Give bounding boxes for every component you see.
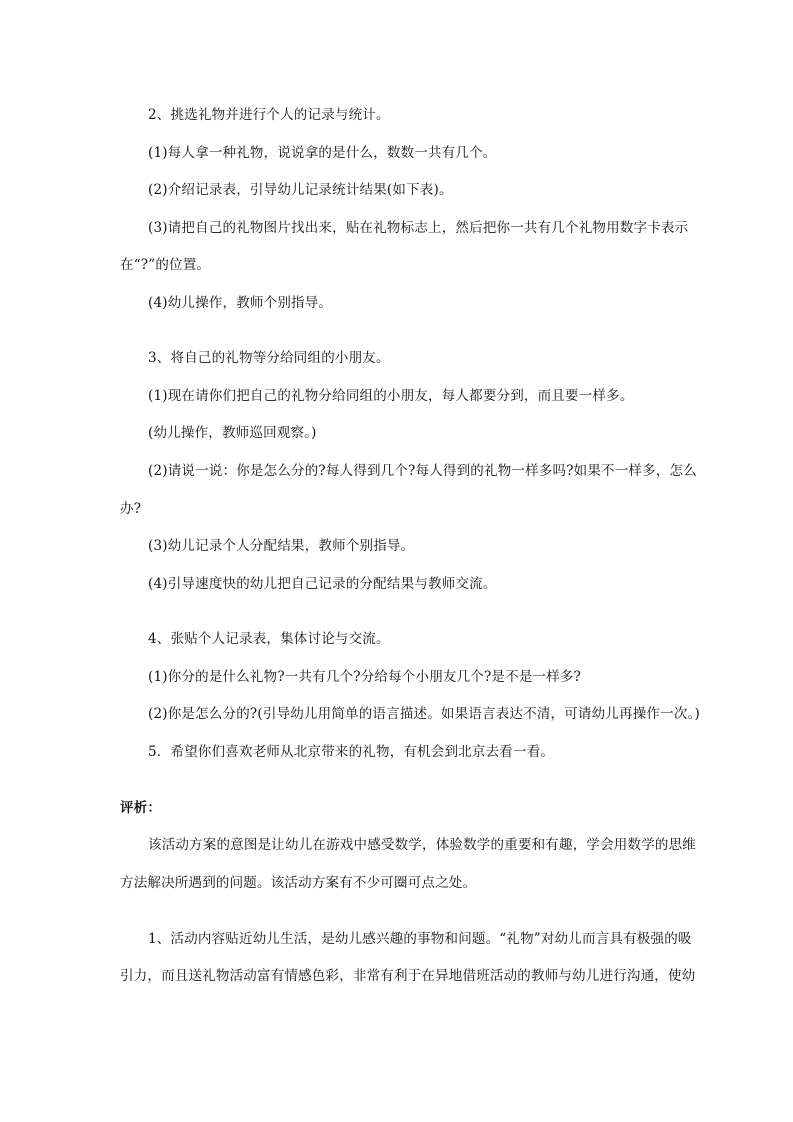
section-2-item-3-line-2: 在“?”的位置。	[120, 257, 211, 273]
section-4-item-1: (1)你分的是什么礼物?一共有几个?分给每个小朋友几个?是不是一样多?	[148, 669, 582, 685]
section-2-item-2: (2)介绍记录表，引导幼儿记录统计结果(如下表)。	[148, 182, 453, 198]
analysis-paragraph-2-line-1: 1、活动内容贴近幼儿生活，是幼儿感兴趣的事物和问题。“礼物”对幼儿而言具有极强的吸	[148, 931, 692, 947]
section-3-item-4: (4)引导速度快的幼儿把自己记录的分配结果与教师交流。	[148, 576, 497, 592]
section-5-text: 5．希望你们喜欢老师从北京带来的礼物，有机会到北京去看一看。	[148, 744, 555, 760]
analysis-paragraph-1-line-1: 该活动方案的意图是让幼儿在游戏中感受数学，体验数学的重要和有趣，学会用数学的思维	[148, 837, 696, 853]
analysis-paragraph-2-line-2: 引力，而且送礼物活动富有情感色彩，非常有利于在异地借班活动的教师与幼儿进行沟通，使幼	[120, 968, 696, 984]
section-2-item-3-line-1: (3)请把自己的礼物图片找出来，贴在礼物标志上，然后把你一共有几个礼物用数字卡表示	[148, 220, 689, 236]
section-2-heading: 2、挑选礼物并进行个人的记录与统计。	[148, 107, 390, 123]
section-3-note: (幼儿操作，教师巡回观察。)	[148, 425, 317, 441]
section-2-item-4: (4)幼儿操作，教师个别指导。	[148, 295, 333, 311]
analysis-paragraph-1-line-2: 方法解决所遇到的问题。该活动方案有不少可圈可点之处。	[120, 875, 477, 891]
section-4-heading: 4、张贴个人记录表，集体讨论与交流。	[148, 631, 390, 647]
section-3-item-2-line-2: 办?	[120, 501, 142, 517]
section-2-item-1: (1)每人拿一种礼物，说说拿的是什么，数数一共有几个。	[148, 145, 497, 161]
section-3-item-1: (1)现在请你们把自己的礼物分给同组的小朋友，每人都要分到，而且要一样多。	[148, 388, 634, 404]
analysis-heading: 评析：	[120, 800, 162, 816]
section-3-item-2-line-1: (2)请说一说：你是怎么分的?每人得到几个?每人得到的礼物一样多吗?如果不一样多，怎么	[148, 463, 697, 479]
section-3-heading: 3、将自己的礼物等分给同组的小朋友。	[148, 350, 390, 366]
section-4-item-2: (2)你是怎么分的?(引导幼儿用简单的语言描述。如果语言表达不清，可请幼儿再操作一次。)	[148, 706, 700, 722]
section-3-item-3: (3)幼儿记录个人分配结果，教师个别指导。	[148, 538, 415, 554]
